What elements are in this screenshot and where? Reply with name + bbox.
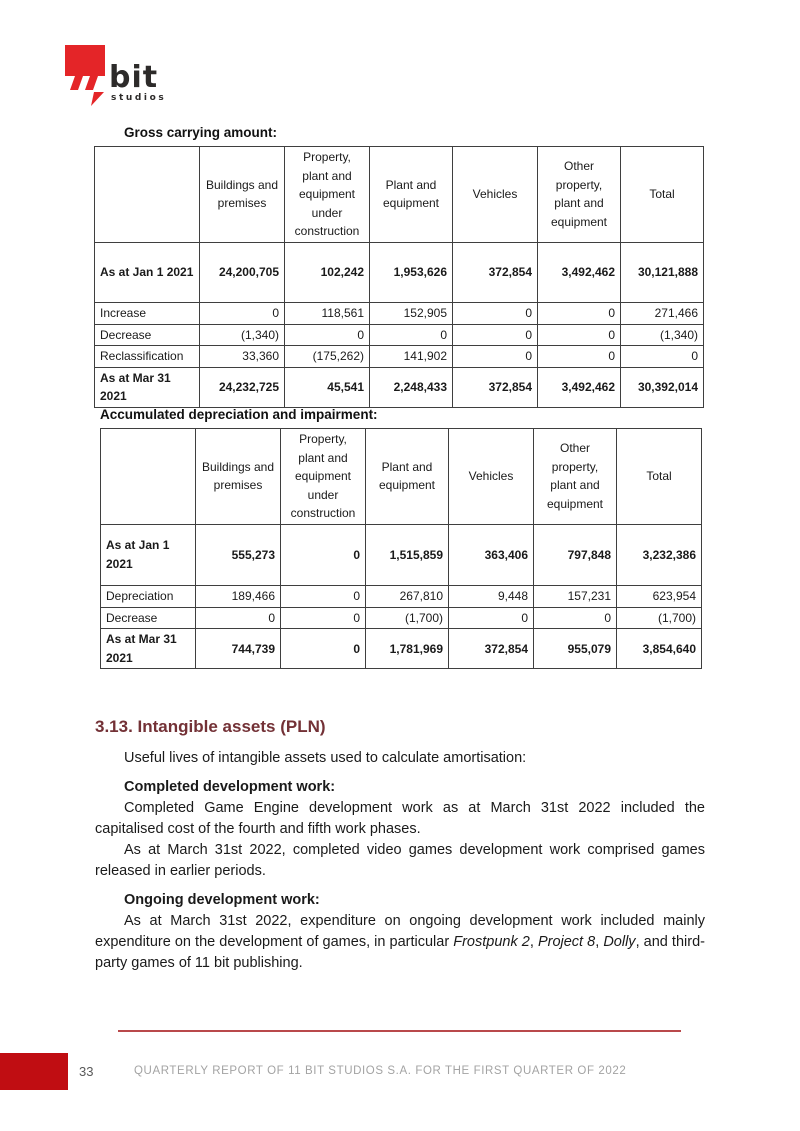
cell-value: (1,340): [200, 324, 285, 346]
column-header: Vehicles: [449, 429, 534, 525]
cell-value: 955,079: [534, 629, 617, 669]
cell-value: 623,954: [617, 585, 702, 607]
cell-value: 30,121,888: [621, 242, 704, 302]
cell-value: 363,406: [449, 524, 534, 585]
completed-work-paragraph-2: As at March 31st 2022, completed video games development work comprised games released in earlier periods.: [95, 842, 705, 879]
table-row: [101, 585, 702, 607]
row-label: Increase: [95, 302, 200, 324]
cell-value: 1,953,626: [370, 242, 453, 302]
logo-text: [109, 60, 167, 103]
cell-value: 157,231: [534, 585, 617, 607]
column-header: Property, plant and equipment under construction: [285, 147, 370, 243]
cell-value: 0: [370, 324, 453, 346]
cell-value: 102,242: [285, 242, 370, 302]
row-label: Depreciation: [101, 585, 196, 607]
cell-value: 0: [534, 607, 617, 629]
cell-value: 0: [453, 346, 538, 368]
cell-value: 797,848: [534, 524, 617, 585]
table-header-row: [101, 429, 702, 525]
column-header: Buildings and premises: [196, 429, 281, 525]
cell-value: 141,902: [370, 346, 453, 368]
completed-work-paragraph-1: Completed Game Engine development work as at March 31st 2022 included the capitalised cost of the fourth and fifth work phases.: [95, 800, 705, 837]
column-header: Other property, plant and equipment: [538, 147, 621, 243]
cell-value: 30,392,014: [621, 367, 704, 407]
game-title-frostpunk2: Frostpunk 2: [453, 934, 530, 950]
table-row: [95, 302, 704, 324]
table-row: [101, 524, 702, 585]
game-title-project8: Project 8: [537, 934, 596, 950]
footer-report-title: QUARTERLY REPORT OF 11 BIT STUDIOS S.A. FOR THE FIRST QUARTER OF 2022: [134, 1065, 627, 1077]
logo-mark-icon: [65, 45, 111, 107]
cell-value: 2,248,433: [370, 367, 453, 407]
gross-table-heading: Gross carrying amount:: [124, 125, 278, 140]
table-row: [95, 346, 704, 368]
column-header: Other property, plant and equipment: [534, 429, 617, 525]
cell-value: 0: [281, 524, 366, 585]
cell-value: 0: [538, 302, 621, 324]
table-row: [101, 629, 702, 669]
column-header: Buildings and premises: [200, 147, 285, 243]
cell-value: 0: [538, 346, 621, 368]
ongoing-text-part2: , and third-party games of 11 bit publishing.: [95, 934, 705, 971]
logo-brand-text: bit: [109, 60, 159, 95]
row-label: As at Mar 31 2021: [95, 367, 200, 407]
company-logo: [65, 45, 166, 107]
cell-value: 0: [621, 346, 704, 368]
cell-value: 0: [281, 585, 366, 607]
table-row: [95, 367, 704, 407]
completed-work-subheading: Completed development work:: [124, 779, 336, 795]
cell-value: (1,700): [366, 607, 449, 629]
cell-value: 0: [285, 324, 370, 346]
cell-value: 0: [538, 324, 621, 346]
ongoing-text-sep2: ,: [595, 934, 604, 950]
cell-value: 555,273: [196, 524, 281, 585]
ongoing-text-sep1: ,: [529, 934, 538, 950]
cell-value: 24,232,725: [200, 367, 285, 407]
cell-value: 189,466: [196, 585, 281, 607]
column-header: Total: [617, 429, 702, 525]
row-label: Decrease: [101, 607, 196, 629]
intangible-assets-section: [95, 716, 705, 974]
game-title-dolly: Dolly: [603, 934, 636, 950]
cell-value: 372,854: [453, 367, 538, 407]
cell-value: 152,905: [370, 302, 453, 324]
table-row: [101, 607, 702, 629]
cell-value: 3,854,640: [617, 629, 702, 669]
cell-value: 744,739: [196, 629, 281, 669]
cell-value: 3,492,462: [538, 367, 621, 407]
column-header: Vehicles: [453, 147, 538, 243]
column-header: Property, plant and equipment under construction: [281, 429, 366, 525]
ongoing-work-subheading: Ongoing development work:: [124, 892, 320, 908]
row-label: As at Jan 1 2021: [95, 242, 200, 302]
page-number: 33: [79, 1064, 94, 1079]
corner-cell: [101, 429, 196, 525]
cell-value: 372,854: [453, 242, 538, 302]
cell-value: 372,854: [449, 629, 534, 669]
column-header: Plant and equipment: [370, 147, 453, 243]
ongoing-work-paragraph: [95, 911, 705, 974]
cell-value: (175,262): [285, 346, 370, 368]
depreciation-table-heading: Accumulated depreciation and impairment:: [100, 407, 378, 422]
row-label: Decrease: [95, 324, 200, 346]
cell-value: 0: [196, 607, 281, 629]
accumulated-depreciation-table: [100, 428, 702, 669]
cell-value: 1,781,969: [366, 629, 449, 669]
cell-value: 0: [200, 302, 285, 324]
cell-value: 24,200,705: [200, 242, 285, 302]
table-row: [95, 324, 704, 346]
intro-paragraph: Useful lives of intangible assets used to calculate amortisation:: [124, 750, 527, 766]
cell-value: 3,492,462: [538, 242, 621, 302]
cell-value: 9,448: [449, 585, 534, 607]
column-header: Total: [621, 147, 704, 243]
gross-carrying-amount-table: [94, 146, 704, 408]
cell-value: 267,810: [366, 585, 449, 607]
column-header: Plant and equipment: [366, 429, 449, 525]
cell-value: 3,232,386: [617, 524, 702, 585]
cell-value: 0: [453, 302, 538, 324]
cell-value: (1,340): [621, 324, 704, 346]
cell-value: 1,515,859: [366, 524, 449, 585]
ongoing-text-part1: As at March 31st 2022, expenditure on ongoing development work included mainly expenditure on the development of games, in particular: [95, 913, 705, 950]
table-header-row: [95, 147, 704, 243]
cell-value: 118,561: [285, 302, 370, 324]
cell-value: 271,466: [621, 302, 704, 324]
cell-value: 0: [281, 607, 366, 629]
footer-red-block: [0, 1053, 68, 1090]
cell-value: (1,700): [617, 607, 702, 629]
cell-value: 0: [453, 324, 538, 346]
cell-value: 33,360: [200, 346, 285, 368]
row-label: Reclassification: [95, 346, 200, 368]
corner-cell: [95, 147, 200, 243]
gross-table-container: [94, 146, 704, 408]
row-label: As at Jan 1 2021: [101, 524, 196, 585]
footer-divider-rule: [118, 1030, 681, 1032]
logo-subtitle-text: studios: [111, 93, 167, 103]
row-label: As at Mar 31 2021: [101, 629, 196, 669]
cell-value: 45,541: [285, 367, 370, 407]
section-heading: 3.13. Intangible assets (PLN): [95, 717, 326, 736]
cell-value: 0: [449, 607, 534, 629]
cell-value: 0: [281, 629, 366, 669]
table-row: [95, 242, 704, 302]
depreciation-table-container: [100, 428, 702, 669]
